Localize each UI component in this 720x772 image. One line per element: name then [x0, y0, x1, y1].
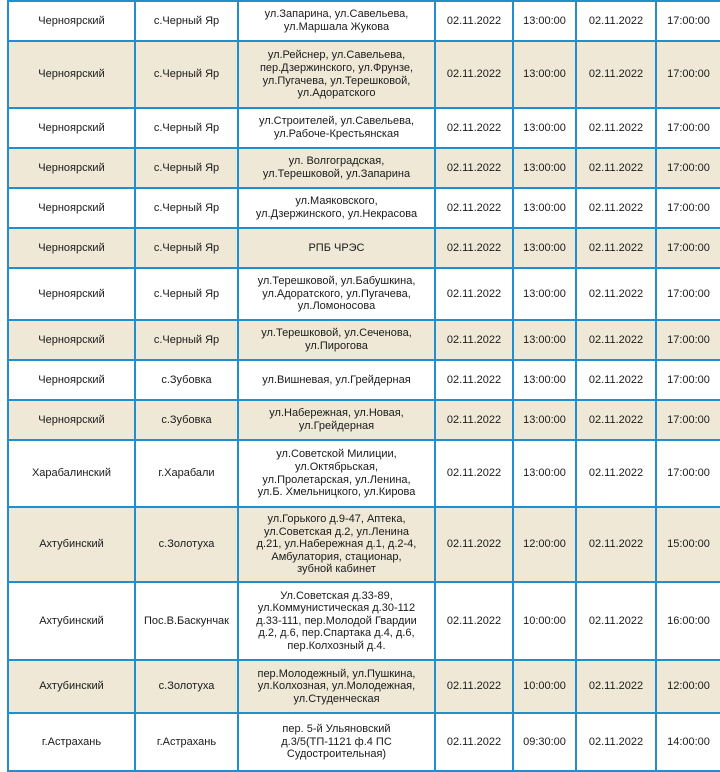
street-line: ул.Пугачева, ул.Терешковой, [262, 74, 411, 87]
street-line: ул.Адоратского [297, 87, 376, 100]
end-time-cell: 17:00:00 [656, 320, 720, 360]
end-time-cell: 12:00:00 [656, 660, 720, 713]
streets-cell [238, 268, 435, 320]
street-line: пер.Колхозный д.4. [287, 639, 386, 652]
street-line: ул.Рабоче-Крестьянская [273, 128, 400, 140]
district-cell: Черноярский [8, 1, 135, 41]
district-cell: Ахтубинский [8, 582, 135, 660]
streets-cell [238, 108, 435, 148]
table-row [8, 188, 720, 228]
start-time-cell: 13:00:00 [513, 268, 576, 320]
district-cell: Черноярский [8, 268, 135, 320]
streets-cell [238, 320, 435, 360]
streets-cell [238, 188, 435, 228]
end-time-cell: 17:00:00 [656, 360, 720, 400]
table-row [8, 360, 720, 400]
locality-cell: с.Черный Яр [135, 41, 238, 108]
start-time-cell: 13:00:00 [513, 400, 576, 440]
end-time-cell: 15:00:00 [656, 507, 720, 582]
street-line: ул.Маршала Жукова [283, 21, 390, 33]
street-line: ул.Вишневая, ул.Грейдерная [262, 373, 411, 386]
start-date-cell: 02.11.2022 [435, 108, 513, 148]
street-line: ул.Терешковой, ул.Бабушкина, [257, 275, 416, 288]
street-line: ул.Маяковского, [295, 195, 378, 208]
start-date-cell: 02.11.2022 [435, 188, 513, 228]
district-cell: Черноярский [8, 41, 135, 108]
start-time-cell: 13:00:00 [513, 41, 576, 108]
start-time-cell: 13:00:00 [513, 188, 576, 228]
table-row [8, 228, 720, 268]
street-line: ул.Запарина, ул.Савельева, [264, 8, 409, 21]
street-line: зубной кабинет [297, 563, 376, 576]
end-time-cell: 17:00:00 [656, 1, 720, 41]
street-line: д.21, ул.Набережная д.1, д.2-4, [256, 538, 417, 551]
start-time-cell: 13:00:00 [513, 440, 576, 507]
locality-cell: г.Харабали [135, 440, 238, 507]
table-row [8, 660, 720, 713]
locality-cell: с.Зубовка [135, 360, 238, 400]
locality-cell: с.Черный Яр [135, 1, 238, 41]
start-date-cell: 02.11.2022 [435, 41, 513, 108]
start-time-cell: 09:30:00 [513, 713, 576, 771]
streets-cell [238, 507, 435, 582]
start-time-cell: 12:00:00 [513, 507, 576, 582]
street-line: д.3/5(ТП-1121 ф.4 ПС [281, 735, 392, 748]
street-line: Амбулатория, стационар, [271, 550, 402, 563]
end-time-cell: 17:00:00 [656, 400, 720, 440]
street-line: ул.Колхозная, ул.Молодежная, [257, 680, 416, 693]
start-time-cell: 13:00:00 [513, 228, 576, 268]
end-date-cell: 02.11.2022 [576, 507, 656, 582]
end-date-cell: 02.11.2022 [576, 400, 656, 440]
street-line: ул.Ломоносова [297, 300, 376, 313]
district-cell: Черноярский [8, 228, 135, 268]
streets-cell [238, 582, 435, 660]
start-date-cell: 02.11.2022 [435, 320, 513, 360]
district-cell: Черноярский [8, 400, 135, 440]
start-date-cell: 02.11.2022 [435, 660, 513, 713]
end-date-cell: 02.11.2022 [576, 108, 656, 148]
end-date-cell: 02.11.2022 [576, 713, 656, 771]
table-row [8, 713, 720, 771]
end-date-cell: 02.11.2022 [576, 440, 656, 507]
locality-cell: с.Черный Яр [135, 228, 238, 268]
street-line: ул.Адоратского, ул.Пугачева, [262, 287, 411, 300]
start-time-cell: 10:00:00 [513, 660, 576, 713]
end-date-cell: 02.11.2022 [576, 268, 656, 320]
streets-cell [238, 400, 435, 440]
locality-cell: с.Черный Яр [135, 268, 238, 320]
end-time-cell: 17:00:00 [656, 41, 720, 108]
street-line: ул. Волгоградская, [288, 155, 385, 168]
street-line: ул.Рейснер, ул.Савельева, [267, 49, 406, 62]
district-cell: Черноярский [8, 188, 135, 228]
streets-cell [238, 148, 435, 188]
locality-cell: г.Астрахань [135, 713, 238, 771]
end-time-cell: 17:00:00 [656, 268, 720, 320]
start-date-cell: 02.11.2022 [435, 360, 513, 400]
start-time-cell: 13:00:00 [513, 148, 576, 188]
locality-cell: с.Золотуха [135, 660, 238, 713]
streets-cell [238, 713, 435, 771]
start-time-cell: 13:00:00 [513, 108, 576, 148]
end-date-cell: 02.11.2022 [576, 148, 656, 188]
table-row [8, 400, 720, 440]
street-line: ул.Строителей, ул.Савельева, [258, 115, 415, 128]
district-cell: Черноярский [8, 108, 135, 148]
end-time-cell: 17:00:00 [656, 148, 720, 188]
street-line: ул.Терешковой, ул.Сеченова, [261, 327, 412, 340]
table-row [8, 582, 720, 660]
end-date-cell: 02.11.2022 [576, 1, 656, 41]
table-row [8, 440, 720, 507]
start-time-cell: 10:00:00 [513, 582, 576, 660]
district-cell: Ахтубинский [8, 660, 135, 713]
streets-cell [238, 660, 435, 713]
street-line: ул.Советской Милиции, [276, 448, 397, 461]
streets-cell [238, 1, 435, 41]
locality-cell: Пос.В.Баскунчак [135, 582, 238, 660]
end-time-cell: 14:00:00 [656, 713, 720, 771]
start-time-cell: 13:00:00 [513, 360, 576, 400]
end-time-cell: 16:00:00 [656, 582, 720, 660]
locality-cell: с.Черный Яр [135, 188, 238, 228]
start-date-cell: 02.11.2022 [435, 440, 513, 507]
street-line: пер. 5-й Ульяновский [282, 723, 391, 736]
locality-cell: с.Черный Яр [135, 320, 238, 360]
table-row [8, 108, 720, 148]
streets-cell [238, 228, 435, 268]
district-cell: Черноярский [8, 320, 135, 360]
district-cell: Ахтубинский [8, 507, 135, 582]
district-cell: Черноярский [8, 148, 135, 188]
end-date-cell: 02.11.2022 [576, 41, 656, 108]
table-row [8, 1, 720, 41]
start-date-cell: 02.11.2022 [435, 1, 513, 41]
street-line: пер.Дзержинского, ул.Фрунзе, [259, 61, 414, 74]
street-line: пер.Молодежный, ул.Пушкина, [257, 667, 416, 680]
table-body [8, 1, 720, 771]
streets-cell [238, 41, 435, 108]
end-date-cell: 02.11.2022 [576, 320, 656, 360]
street-line: ул.Дзержинского, ул.Некрасова [255, 208, 418, 220]
street-line: РПБ ЧРЭС [308, 241, 365, 254]
end-date-cell: 02.11.2022 [576, 360, 656, 400]
end-time-cell: 17:00:00 [656, 440, 720, 507]
end-time-cell: 17:00:00 [656, 188, 720, 228]
end-time-cell: 17:00:00 [656, 108, 720, 148]
street-line: ул.Горького д.9-47, Аптека, [267, 513, 406, 526]
street-line: ул.Коммунистическая д.30-112 [257, 602, 416, 615]
table-row [8, 148, 720, 188]
start-date-cell: 02.11.2022 [435, 268, 513, 320]
locality-cell: с.Зубовка [135, 400, 238, 440]
table-row [8, 507, 720, 582]
start-date-cell: 02.11.2022 [435, 400, 513, 440]
start-time-cell: 13:00:00 [513, 320, 576, 360]
streets-cell [238, 360, 435, 400]
end-date-cell: 02.11.2022 [576, 582, 656, 660]
start-date-cell: 02.11.2022 [435, 228, 513, 268]
street-line: ул.Грейдерная [298, 420, 375, 432]
street-line: ул.Советская д.2, ул.Ленина [263, 525, 410, 538]
table-row [8, 320, 720, 360]
end-date-cell: 02.11.2022 [576, 660, 656, 713]
start-date-cell: 02.11.2022 [435, 713, 513, 771]
streets-cell [238, 440, 435, 507]
end-date-cell: 02.11.2022 [576, 188, 656, 228]
street-line: ул.Октябрьская, [294, 460, 379, 473]
street-line: Ул.Советская д.33-89, [280, 589, 393, 602]
table-row [8, 41, 720, 108]
table-row [8, 268, 720, 320]
street-line: ул.Б. Хмельницкого, ул.Кирова [257, 486, 416, 499]
street-line: ул.Терешковой, ул.Запарина [262, 168, 411, 180]
start-date-cell: 02.11.2022 [435, 582, 513, 660]
street-line: ул.Пролетарская, ул.Ленина, [262, 473, 411, 486]
start-time-cell: 13:00:00 [513, 1, 576, 41]
end-date-cell: 02.11.2022 [576, 228, 656, 268]
outage-table [7, 0, 720, 772]
end-time-cell: 17:00:00 [656, 228, 720, 268]
locality-cell: с.Черный Яр [135, 148, 238, 188]
street-line: д.2, д.6, пер.Спартака д.4, д.6, [258, 627, 415, 640]
street-line: Судостроительная) [286, 748, 387, 761]
start-date-cell: 02.11.2022 [435, 148, 513, 188]
street-line: д.33-111, пер.Молодой Гвардии [256, 614, 417, 627]
district-cell: Харабалинский [8, 440, 135, 507]
start-date-cell: 02.11.2022 [435, 507, 513, 582]
locality-cell: с.Золотуха [135, 507, 238, 582]
street-line: ул.Пирогова [305, 340, 368, 352]
street-line: ул.Студенческая [293, 692, 380, 705]
district-cell: г.Астрахань [8, 713, 135, 771]
district-cell: Черноярский [8, 360, 135, 400]
locality-cell: с.Черный Яр [135, 108, 238, 148]
street-line: ул.Набережная, ул.Новая, [269, 407, 404, 420]
